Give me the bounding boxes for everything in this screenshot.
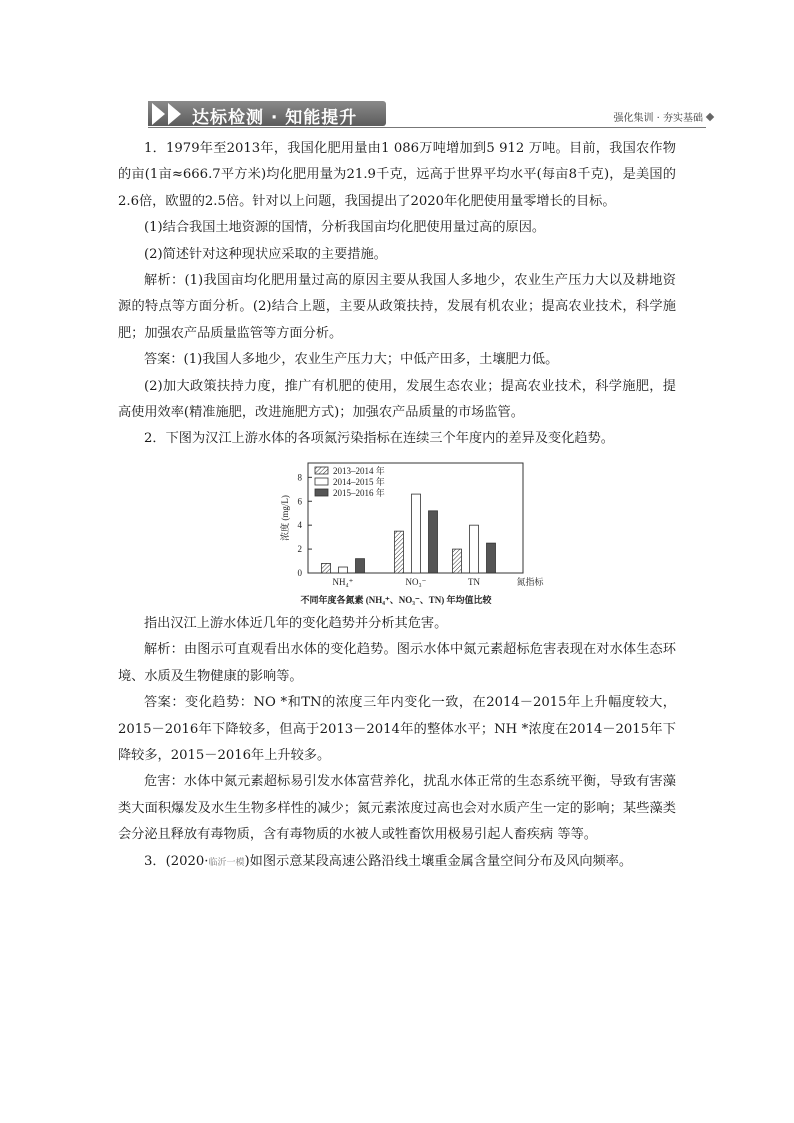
chevron-icon xyxy=(168,103,181,125)
chart-title: 不同年度各氮素 (NH₄⁺、NO₃⁻、TN) 年均值比较 xyxy=(300,594,492,605)
bar xyxy=(395,531,404,573)
legend-swatch xyxy=(315,489,328,496)
legend-label: 2014–2015 年 xyxy=(333,476,385,487)
q2-analysis: 解析：由图示可直观看出水体的变化趋势。图示水体中氮元素超标危害表现在对水体生态环境、水质及生物健康的影响等。 xyxy=(118,642,676,684)
bar xyxy=(487,543,496,573)
legend-swatch xyxy=(315,478,328,485)
q3-prefix: 3．(2020· xyxy=(144,853,209,869)
q2-harm: 危害：水体中氮元素超标易引发水体富营养化，扰乱水体正常的生态系统平衡，导致有害藻类大面积爆发及水生生物多样性的减少；氮元素浓度过高也会对水质产生一定的影响；某些藻类会分泌且释放有毒物质，含有毒物质的水被人或牲畜饮用极易引起人畜疾病 等等。 xyxy=(118,774,676,843)
q1-sub1: (1)结合我国土地资源的国情，分析我国亩均化肥使用量过高的原因。 xyxy=(144,220,546,236)
bar xyxy=(322,563,331,573)
chevron-icon xyxy=(152,103,165,125)
bar xyxy=(470,525,479,573)
bar xyxy=(339,567,348,573)
q2-answer: 答案：变化趋势：NO *和TN的浓度三年内变化一致，在2014－2015年上升幅度较大，2015－2016年下降较多，但高于2013－2014年的整体水平；NH *浓度在2014－2015年下降较多，2015－2016年上升较多。 xyxy=(118,695,676,763)
y-tick-label: 2 xyxy=(297,543,302,554)
x-axis-label: 氮指标 xyxy=(516,576,544,587)
bar xyxy=(412,494,421,573)
q3-source: 临沂一模 xyxy=(208,857,245,868)
section-subtitle: 强化集训 · 夯实基础 xyxy=(613,113,703,124)
q3-rest: )如图示意某段高速公路沿线土壤重金属含量空间分布及风向频率。 xyxy=(244,853,633,869)
legend-label: 2013–2014 年 xyxy=(333,465,385,476)
y-tick-label: 4 xyxy=(297,520,302,531)
bar xyxy=(453,549,462,573)
q1-analysis: 解析：(1)我国亩均化肥用量过高的原因主要从我国人多地少，农业生产压力大以及耕地资源的特点等方面分析。(2)结合上题，主要从政策扶持，发展有机农业；提高农业技术，科学施肥；加强农产品质量监管等方面分析。 xyxy=(118,273,676,341)
exercise-content xyxy=(118,136,676,876)
y-tick-label: 8 xyxy=(297,472,302,483)
chart-container xyxy=(118,453,676,611)
y-tick-label: 6 xyxy=(297,496,302,507)
header-rule xyxy=(148,127,706,128)
x-tick-label: NH₄⁺ xyxy=(332,576,354,587)
q1-answer1: 答案：(1)我国人多地少，农业生产压力大；中低产田多，土壤肥力低。 xyxy=(144,352,559,368)
section-banner xyxy=(148,101,713,128)
legend-swatch xyxy=(315,467,328,474)
q1-stem: 1．1979年至2013年，我国化肥用量由1 086万吨增加到5 912 万吨。目前，我国农作物的亩(1亩≈666.7平方米)均化肥用量为21.9千克，远高于世界平均水平(每亩8千克)，是美国的2.6倍，欧盟的2.5倍。针对以上问题，我国提出了2020年化肥使用量零增长的目标。 xyxy=(118,141,676,209)
x-tick-label: NO₃⁻ xyxy=(405,576,427,587)
y-axis-label: 浓度 (mg/L) xyxy=(280,495,290,541)
q3-stem xyxy=(118,849,676,876)
bar xyxy=(356,559,365,573)
diamond-icon xyxy=(706,113,714,121)
legend-label: 2015–2016 年 xyxy=(333,487,385,498)
bar xyxy=(429,511,438,573)
q1-sub2: (2)简述针对这种现状应采取的主要措施。 xyxy=(144,246,387,262)
q2-stem: 2．下图为汉江上游水体的各项氮污染指标在连续三个年度内的差异及变化趋势。 xyxy=(144,431,614,447)
y-tick-label: 0 xyxy=(297,567,302,578)
nitrogen-bar-chart xyxy=(278,455,548,609)
section-title: 达标检测 · 知能提升 xyxy=(192,108,358,128)
q2-question: 指出汉江上游水体近几年的变化趋势并分析其危害。 xyxy=(144,615,448,631)
x-tick-label: TN xyxy=(468,576,480,587)
q1-answer2: (2)加大政策扶持力度，推广有机肥的使用，发展生态农业；提高农业技术，科学施肥，提高使用效率(精准施肥，改进施肥方式)；加强农产品质量的市场监管。 xyxy=(118,378,676,421)
